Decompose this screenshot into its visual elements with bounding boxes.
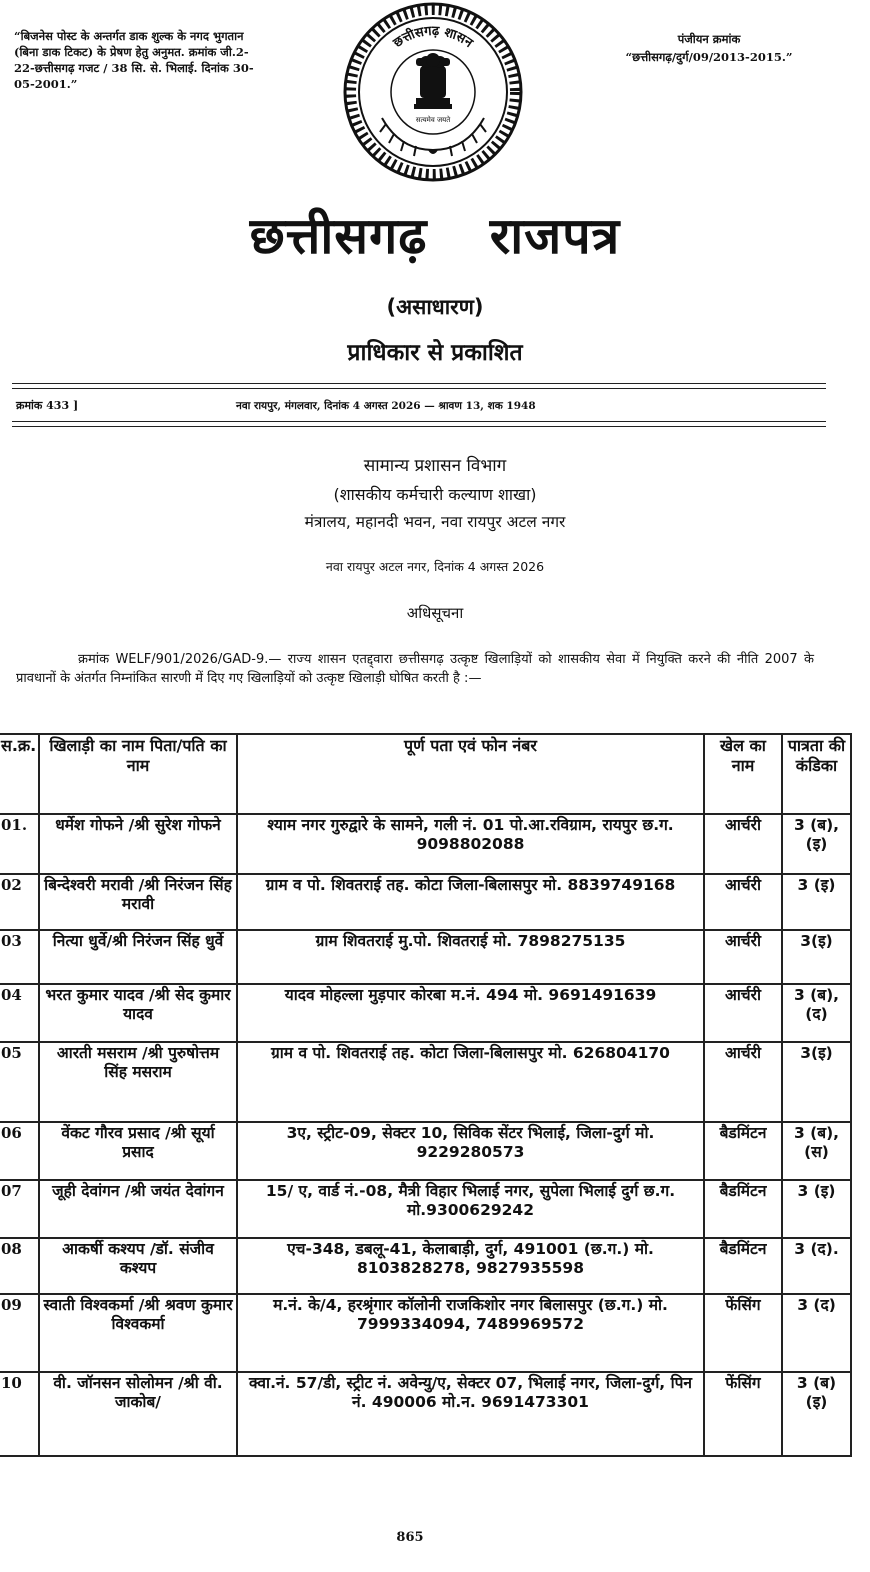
cell-sr: 07: [0, 1180, 39, 1238]
cell-address: म.नं. के/4, हरश्रृंगार कॉलोनी राजकिशोर नगर बिलासपुर (छ.ग.) मो. 7999334094, 7489969572: [237, 1294, 704, 1372]
table-row: [0, 1372, 851, 1456]
cell-eligibility: 3 (ब), (स): [782, 1122, 851, 1180]
cell-eligibility: 3 (द): [782, 1294, 851, 1372]
cell-sr: 05: [0, 1042, 39, 1122]
gazette-subtitle: (असाधारण): [386, 295, 484, 319]
cell-sport: बैडमिंटन: [704, 1180, 782, 1238]
header-sport: खेल का नाम: [704, 734, 782, 814]
cell-name: स्वाती विश्वकर्मा /श्री श्रवण कुमार विश्वकर्मा: [39, 1294, 237, 1372]
cell-name: वेंकट गौरव प्रसाद /श्री सूर्या प्रसाद: [39, 1122, 237, 1180]
cell-eligibility: 3 (ब), (द): [782, 984, 851, 1042]
cell-address: श्याम नगर गुरुद्वारे के सामने, गली नं. 01 पो.आ.रविग्राम, रायपुर छ.ग. 9098802088: [237, 814, 704, 874]
table-row: [0, 874, 851, 930]
notification-date: नवा रायपुर अटल नगर, दिनांक 4 अगस्त 2026: [325, 559, 545, 574]
issue-number: क्रमांक 433 ]: [16, 399, 79, 412]
cell-name: भरत कुमार यादव /श्री सेद कुमार यादव: [39, 984, 237, 1042]
table-row: [0, 1238, 851, 1294]
registration-block: [596, 30, 822, 66]
cell-sport: आर्चरी: [704, 874, 782, 930]
postal-permit-note: “बिजनेस पोस्ट के अन्तर्गत डाक शुल्क के नगद भुगतान (बिना डाक टिकट) के प्रेषण हेतु अनुमत. क्रमांक जी.2-22-छत्तीसगढ़ गजट / 38 सि. से. भिलाई. दिनांक 30-05-2001.”: [14, 29, 254, 91]
department-address: मंत्रालय, महानदी भवन, नवा रायपुर अटल नगर: [304, 513, 566, 531]
table-row: [0, 1180, 851, 1238]
state-seal-emblem: [330, 0, 536, 186]
registration-label: पंजीयन क्रमांक: [677, 32, 741, 46]
cell-sport: आर्चरी: [704, 814, 782, 874]
cell-sport: फेंसिंग: [704, 1372, 782, 1456]
rule-bottom-2: [12, 426, 826, 427]
cell-eligibility: 3 (इ): [782, 1180, 851, 1238]
published-by: प्राधिकार से प्रकाशित: [347, 340, 523, 366]
cell-sport: फेंसिंग: [704, 1294, 782, 1372]
header-address: पूर्ण पता एवं फोन नंबर: [237, 734, 704, 814]
cell-eligibility: 3(इ): [782, 930, 851, 984]
header-eligibility: पात्रता की कंडिका: [782, 734, 851, 814]
seal-motto: सत्यमेव जयते: [415, 116, 451, 124]
notification-heading: अधिसूचना: [406, 604, 464, 622]
registration-number: “छत्तीसगढ़/दुर्ग/09/2013-2015.”: [625, 50, 793, 64]
cell-name: धर्मेश गोफने /श्री सुरेश गोफने: [39, 814, 237, 874]
cell-sr: 06: [0, 1122, 39, 1180]
cell-name: नित्या धुर्वे/श्री निरंजन सिंह धुर्वे: [39, 930, 237, 984]
table-row: [0, 1294, 851, 1372]
cell-eligibility: 3 (ब), (इ): [782, 814, 851, 874]
cell-eligibility: 3 (ब) (इ): [782, 1372, 851, 1456]
cell-address: क्वा.नं. 57/डी, स्ट्रीट नं. अवेन्यु/ए, सेक्टर 07, भिलाई नगर, जिला-दुर्ग, पिन नं. 490006 मो.न. 9691473301: [237, 1372, 704, 1456]
cell-sr: 01.: [0, 814, 39, 874]
table-header-row: [0, 734, 851, 814]
cell-name: बिन्देश्वरी मरावी /श्री निरंजन सिंह मरावी: [39, 874, 237, 930]
cell-name: आरती मसराम /श्री पुरुषोत्तम सिंह मसराम: [39, 1042, 237, 1122]
cell-sr: 04: [0, 984, 39, 1042]
cell-sr: 08: [0, 1238, 39, 1294]
rule-bottom-1: [12, 421, 826, 422]
table-row: [0, 930, 851, 984]
cell-sr: 02: [0, 874, 39, 930]
cell-name: आकर्षी कश्यप /डॉ. संजीव कश्यप: [39, 1238, 237, 1294]
header-sr: स.क्र.: [0, 734, 39, 814]
cell-sr: 10: [0, 1372, 39, 1456]
cell-sport: बैडमिंटन: [704, 1238, 782, 1294]
table-row: [0, 1122, 851, 1180]
gazette-title: छत्तीसगढ़ राजपत्र: [249, 207, 621, 265]
department-branch: (शासकीय कर्मचारी कल्याण शाखा): [333, 485, 537, 504]
cell-name: जूही देवांगन /श्री जयंत देवांगन: [39, 1180, 237, 1238]
page-number: 865: [396, 1530, 424, 1545]
cell-sport: आर्चरी: [704, 1042, 782, 1122]
rule-top-2: [12, 388, 826, 389]
cell-address: ग्राम शिवतराई मु.पो. शिवतराई मो. 7898275135: [237, 930, 704, 984]
cell-eligibility: 3 (इ): [782, 874, 851, 930]
cell-address: यादव मोहल्ला मुड़पार कोरबा म.नं. 494 मो. 9691491639: [237, 984, 704, 1042]
cell-address: ग्राम व पो. शिवतराई तह. कोटा जिला-बिलासपुर मो. 626804170: [237, 1042, 704, 1122]
cell-sport: बैडमिंटन: [704, 1122, 782, 1180]
cell-address: 15/ ए, वार्ड नं.-08, मैत्री विहार भिलाई नगर, सुपेला भिलाई दुर्ग छ.ग. मो.9300629242: [237, 1180, 704, 1238]
rule-top-1: [12, 383, 826, 384]
lion-capital-icon: [414, 53, 452, 109]
table-row: [0, 1042, 851, 1122]
players-table: [0, 733, 852, 1457]
cell-address: ग्राम व पो. शिवतराई तह. कोटा जिला-बिलासपुर मो. 8839749168: [237, 874, 704, 930]
cell-name: वी. जॉनसन सोलोमन /श्री वी. जाकोब/: [39, 1372, 237, 1456]
cell-address: 3ए, स्ट्रीट-09, सेक्टर 10, सिविक सेंटर भिलाई, जिला-दुर्ग मो. 9229280573: [237, 1122, 704, 1180]
header-name: खिलाड़ी का नाम पिता/पति का नाम: [39, 734, 237, 814]
cell-address: एच-348, डबलू-41, केलाबाड़ी, दुर्ग, 491001 (छ.ग.) मो. 8103828278, 9827935598: [237, 1238, 704, 1294]
cell-sr: 09: [0, 1294, 39, 1372]
cell-eligibility: 3 (द).: [782, 1238, 851, 1294]
table-row: [0, 984, 851, 1042]
table-row: [0, 814, 851, 874]
department-name: सामान्य प्रशासन विभाग: [363, 456, 507, 476]
cell-sr: 03: [0, 930, 39, 984]
notification-body: क्रमांक WELF/901/2026/GAD-9.— राज्य शासन एतद्द्वारा छत्तीसगढ़ उत्कृष्ट खिलाड़ियों को शासकीय सेवा में नियुक्ति करने की नीति 2007 के प्रावधानों के अंतर्गत निम्नांकित सारणी में दिए गए खिलाड़ियों को उत्कृष्ट खिलाड़ी घोषित करती है :—: [16, 652, 814, 686]
cell-sport: आर्चरी: [704, 984, 782, 1042]
cell-sport: आर्चरी: [704, 930, 782, 984]
issue-dateline: नवा रायपुर, मंगलवार, दिनांक 4 अगस्त 2026 — श्रावण 13, शक 1948: [236, 400, 536, 412]
svg-text:छत्तीसगढ़ शासन: छत्तीसगढ़ शासन: [390, 23, 476, 51]
cell-eligibility: 3(इ): [782, 1042, 851, 1122]
